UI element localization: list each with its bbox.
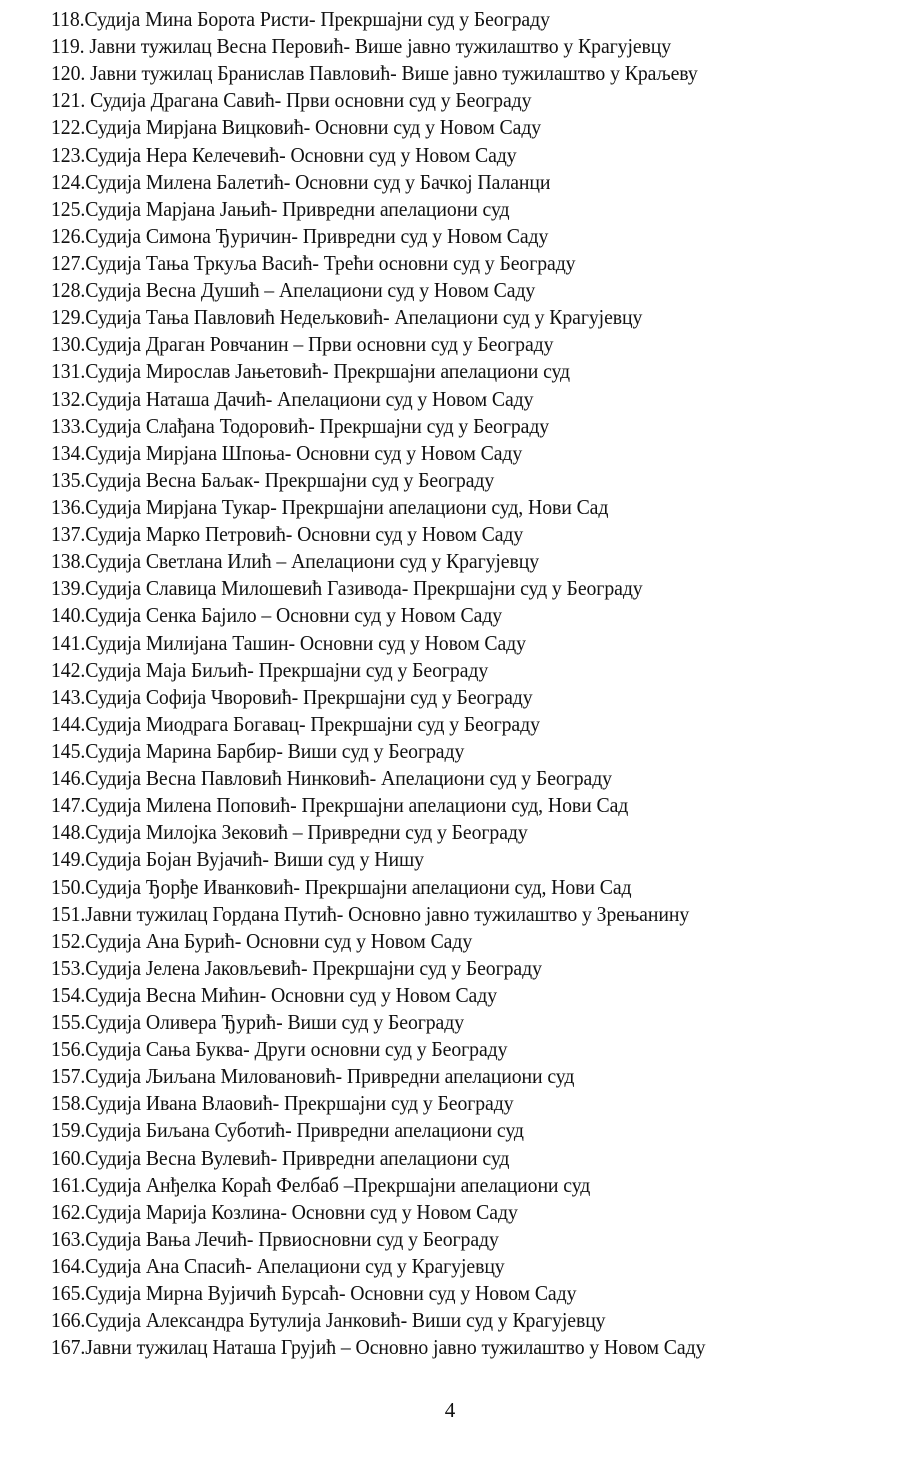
list-item: 118.Судија Мина Борота Ристи- Прекршајни суд у Београду <box>51 7 550 31</box>
list-item: 144.Судија Миодрага Богавац- Прекршајни суд у Београду <box>51 711 540 736</box>
list-item: 159.Судија Биљана Суботић- Привредни апелациони суд <box>51 1118 524 1143</box>
list-item: 119. Јавни тужилац Весна Перовић- Више јавно тужилаштво у Крагујевцу <box>51 34 672 59</box>
list-item: 158.Судија Ивана Влаовић- Прекршајни суд у Београду <box>51 1091 514 1116</box>
list-item: 166.Судија Александра Бутулија Јанковић- Виши суд у Крагујевцу <box>51 1308 606 1333</box>
list-item: 143.Судија Софија Чворовић- Прекршајни суд у Београду <box>51 684 533 709</box>
list-item: 164.Судија Ана Спасић- Апелациони суд у Крагујевцу <box>51 1254 505 1279</box>
list-item: 132.Судија Наташа Дачић- Апелациони суд у Новом Саду <box>51 386 534 411</box>
list-item: 145.Судија Марина Барбир- Виши суд у Београду <box>51 738 465 763</box>
list-item: 161.Судија Анђелка Кораћ Фелбаб –Прекршајни апелациони суд <box>51 1172 591 1197</box>
list-item: 162.Судија Марија Козлина- Основни суд у Новом Саду <box>51 1199 518 1224</box>
list-item: 124.Судија Милена Балетић- Основни суд у Бачкој Паланци <box>51 169 551 194</box>
list-item: 127.Судија Тања Тркуља Васић- Трећи основни суд у Београду <box>51 250 576 275</box>
list-item: 125.Судија Марјана Јањић- Привредни апелациони суд <box>51 196 510 221</box>
list-item: 123.Судија Нера Келечевић- Основни суд у Новом Саду <box>51 142 517 167</box>
list-item: 152.Судија Ана Бурић- Основни суд у Новом Саду <box>51 928 473 953</box>
list-item: 163.Судија Вања Лечић- Првиосновни суд у Београду <box>51 1226 499 1251</box>
list-item: 120. Јавни тужилац Бранислав Павловић- Више јавно тужилаштво у Краљеву <box>51 61 698 86</box>
list-item: 154.Судија Весна Мићин- Основни суд у Новом Саду <box>51 982 498 1007</box>
list-item: 151.Јавни тужилац Гордана Путић- Основно јавно тужилаштво у Зрењанину <box>51 901 690 926</box>
list-item: 133.Судија Слађана Тодоровић- Прекршајни суд у Београду <box>51 413 550 438</box>
list-item: 137.Судија Марко Петровић- Основни суд у Новом Саду <box>51 522 524 547</box>
list-item: 134.Судија Мирјана Шпоња- Основни суд у Новом Саду <box>51 440 523 465</box>
list-item: 141.Судија Милијана Ташин- Основни суд у Новом Саду <box>51 630 526 655</box>
list-item: 150.Судија Ђорђе Иванковић- Прекршајни апелациони суд, Нови Сад <box>51 874 632 899</box>
list-item: 128.Судија Весна Душић – Апелациони суд у Новом Саду <box>51 278 536 303</box>
list-item: 126.Судија Симона Ђуричин- Привредни суд у Новом Саду <box>51 223 549 248</box>
list-item: 129.Судија Тања Павловић Недељковић- Апелациони суд у Крагујевцу <box>51 305 643 330</box>
list-item: 155.Судија Оливера Ђурић- Виши суд у Београду <box>51 1010 465 1035</box>
list-item: 149.Судија Бојан Вујачић- Виши суд у Нишу <box>51 847 424 872</box>
list-item: 138.Судија Светлана Илић – Апелациони суд у Крагујевцу <box>51 549 540 574</box>
list-item: 122.Судија Мирјана Вицковић- Основни суд у Новом Саду <box>51 115 542 140</box>
list-item: 139.Судија Славица Милошевић Газивода- Прекршајни суд у Београду <box>51 576 643 601</box>
list-item: 130.Судија Драган Ровчанин – Први основни суд у Београду <box>51 332 554 357</box>
list-item: 165.Судија Мирна Вујичић Бурсаћ- Основни суд у Новом Саду <box>51 1281 577 1306</box>
list-item: 136.Судија Мирјана Тукар- Прекршајни апелациони суд, Нови Сад <box>51 494 609 519</box>
list-item: 140.Судија Сенка Бајило – Основни суд у Новом Саду <box>51 603 503 628</box>
list-item: 167.Јавни тужилац Наташа Грујић – Основно јавно тужилаштво у Новом Саду <box>51 1335 706 1360</box>
list-item: 157.Судија Љиљана Миловановић- Привредни апелациони суд <box>51 1064 575 1089</box>
list-item: 153.Судија Јелена Јаковљевић- Прекршајни суд у Београду <box>51 955 542 980</box>
list-item: 142.Судија Маја Биљић- Прекршајни суд у Београду <box>51 657 489 682</box>
list-item: 156.Судија Сања Буква- Други основни суд у Београду <box>51 1037 508 1062</box>
signatory-list <box>51 6 762 1361</box>
list-item: 146.Судија Весна Павловић Нинковић- Апелациони суд у Београду <box>51 766 612 791</box>
list-item: 147.Судија Милена Поповић- Прекршајни апелациони суд, Нови Сад <box>51 793 629 818</box>
list-item: 135.Судија Весна Баљак- Прекршајни суд у Београду <box>51 467 495 492</box>
list-item: 148.Судија Милојка Зековић – Привредни суд у Београду <box>51 820 528 845</box>
list-item: 160.Судија Весна Вулевић- Привредни апелациони суд <box>51 1145 510 1170</box>
page-number: 4 <box>444 1398 456 1422</box>
list-item: 121. Судија Драгана Савић- Први основни суд у Београду <box>51 88 532 113</box>
list-item: 131.Судија Мирослав Јањетовић- Прекршајни апелациони суд <box>51 359 571 384</box>
